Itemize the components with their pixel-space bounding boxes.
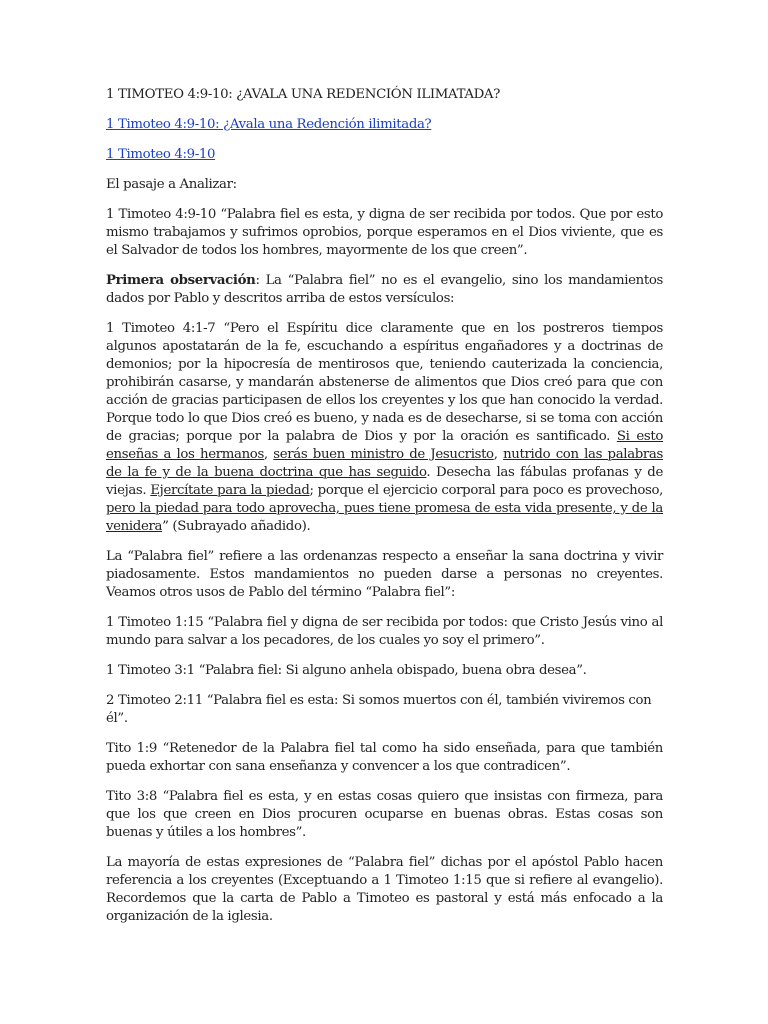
document-title: 1 TIMOTEO 4:9-10: ¿AVALA UNA REDENCIÓN ILIMATADA?: [106, 87, 500, 102]
quote-segment: ,: [263, 447, 274, 462]
conclusion-paragraph: La mayoría de estas expresiones de “Palabra fiel” dichas por el apóstol Pablo hacen referencia a los creyentes (Exceptuando a 1 Timoteo 1:15 que si refiere al evangelio). Recordemos que la carta de Pablo a Timoteo es pastoral y está más enfocado a la organización de la iglesia.: [106, 855, 663, 924]
verse-paragraph: Tito 1:9 “Retenedor de la Palabra fiel tal como ha sido enseñada, para que también pueda exhortar con sana enseñanza y convencer a los que contradicen”.: [106, 741, 663, 774]
verse-paragraph: 1 Timoteo 3:1 “Palabra fiel: Si alguno anhela obispado, buena obra desea”.: [106, 663, 587, 678]
quote-underlined-segment: Ejercítate para la piedad: [150, 483, 310, 498]
reference-link-paragraph: [106, 146, 663, 164]
verse-paragraph: 1 Timoteo 1:15 “Palabra fiel y digna de ser recibida por todos: que Cristo Jesús vino al mundo para salvar a los pecadores, de los cuales yo soy el primero”.: [106, 615, 663, 648]
quote-segment: ,: [493, 447, 504, 462]
quoted-passage: [106, 320, 663, 536]
verse-paragraph: 2 Timoteo 2:11 “Palabra fiel es esta: Si somos muertos con él, también viviremos con él”.: [106, 693, 652, 726]
first-observation: [106, 272, 663, 308]
quote-underlined-segment: nutrido con las palabras de la fe y de la buena doctrina que has seguido: [106, 447, 663, 480]
quote-underlined-segment: Si esto enseñas a los hermanos: [106, 429, 663, 462]
quote-segment: ; porque el ejercicio corporal para poco es provechoso,: [309, 483, 663, 498]
article-link-paragraph: [106, 116, 663, 134]
quote-underlined-segment: pero la piedad para todo aprovecha, pues tiene promesa de esta vida presente, y de la venidera: [106, 501, 663, 534]
body-paragraph: La “Palabra fiel” refiere a las ordenanzas respecto a enseñar la sana doctrina y vivir piadosamente. Estos mandamientos no pueden darse a personas no creyentes. Veamos otros usos de Pablo del término “Palabra fiel”:: [106, 549, 663, 600]
observation-text: : La “Palabra fiel” no es el evangelio, sino los mandamientos dados por Pablo y descritos arriba de estos versículos:: [106, 273, 663, 306]
intro-text: El pasaje a Analizar:: [106, 177, 237, 192]
quote-segment: 1 Timoteo 4:1-7 “Pero el Espíritu dice claramente que en los postreros tiempos algunos apostatarán de la fe, escuchando a espíritus engañadores y a doctrinas de demonios; por la hipocresía de mentirosos que, teniendo cauterizada la conciencia, prohibirán casarse, y mandarán abstenerse de alimentos que Dios creó para que con acción de gracias participasen de ellos los creyentes y los que han conocido la verdad. Porque todo lo que Dios creó es bueno, y nada es de desecharse, si se toma con acción de gracias; porque por la palabra de Dios y por la oración es santificado.: [106, 321, 663, 444]
quote-segment: . Desecha las fábulas profanas y de viejas.: [106, 465, 663, 498]
quote-segment: ” (Subrayado añadido).: [162, 519, 311, 534]
article-title-link[interactable]: 1 Timoteo 4:9-10: ¿Avala una Redención ilimitada?: [106, 117, 432, 132]
passage-text: 1 Timoteo 4:9-10 “Palabra fiel es esta, y digna de ser recibida por todos. Que por esto mismo trabajamos y sufrimos oprobios, porque esperamos en el Dios viviente, que es el Salvador de todos los hombres, mayormente de los que creen”.: [106, 207, 663, 258]
verse-paragraph: Tito 3:8 “Palabra fiel es esta, y en estas cosas quiero que insistas con firmeza, para que los que creen en Dios procuren ocuparse en buenas obras. Estas cosas son buenas y útiles a los hombres”.: [106, 789, 663, 840]
observation-label: Primera observación: [106, 273, 256, 288]
passage-reference-link[interactable]: 1 Timoteo 4:9-10: [106, 147, 216, 162]
quote-underlined-segment: serás buen ministro de Jesucristo: [273, 447, 494, 462]
